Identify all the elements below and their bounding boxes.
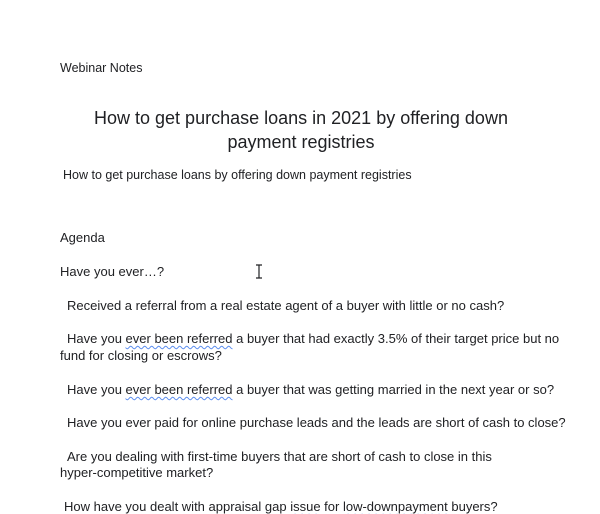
- agenda-item-3: [67, 383, 554, 396]
- text-cursor-icon: [255, 264, 263, 279]
- question-intro: Have you ever…?: [60, 264, 165, 279]
- document-title: How to get purchase loans in 2021 by offering down payment registries: [94, 108, 508, 152]
- item-6-text-end: buyers?: [447, 499, 498, 514]
- item-3-text-article: a: [232, 382, 244, 397]
- item-2-text-end: buyer that had exactly 3.5% of their target price but no: [243, 331, 560, 346]
- agenda-item-1: Received a referral from a real estate agent of a buyer with little or no cash?: [67, 298, 505, 313]
- item-2-text-article: a: [232, 331, 244, 346]
- item-2-text-start: Have you: [67, 331, 126, 346]
- agenda-item-2-line-1: [67, 332, 559, 345]
- spellcheck-underline-word[interactable]: issue: [290, 499, 321, 514]
- item-6-text-start: How have you dealt with appraisal gap: [64, 499, 291, 514]
- agenda-item-4: Have you ever paid for online purchase leads and the leads are short of cash to close?: [67, 415, 566, 430]
- agenda-item-6: [64, 500, 498, 513]
- item-6-text-middle: for: [320, 499, 343, 514]
- document-subtitle: How to get purchase loans by offering down payment registries: [63, 168, 412, 182]
- agenda-label: Agenda: [60, 230, 105, 245]
- spellcheck-underline-phrase[interactable]: ever been referred: [125, 331, 233, 346]
- item-3-text-start: Have you: [67, 382, 126, 397]
- header-label: Webinar Notes: [60, 61, 143, 75]
- spellcheck-underline-phrase[interactable]: ever been referred: [125, 382, 233, 397]
- agenda-item-2-line-2: fund for closing or escrows?: [60, 348, 222, 363]
- spellcheck-underline-compound[interactable]: low-downpayment: [342, 499, 448, 514]
- agenda-item-5-line-1: Are you dealing with first-time buyers that are short of cash to close in this: [67, 449, 492, 464]
- agenda-item-5-line-2: hyper-competitive market?: [60, 465, 214, 480]
- item-3-text-end: buyer that was getting married in the next year or so?: [243, 382, 555, 397]
